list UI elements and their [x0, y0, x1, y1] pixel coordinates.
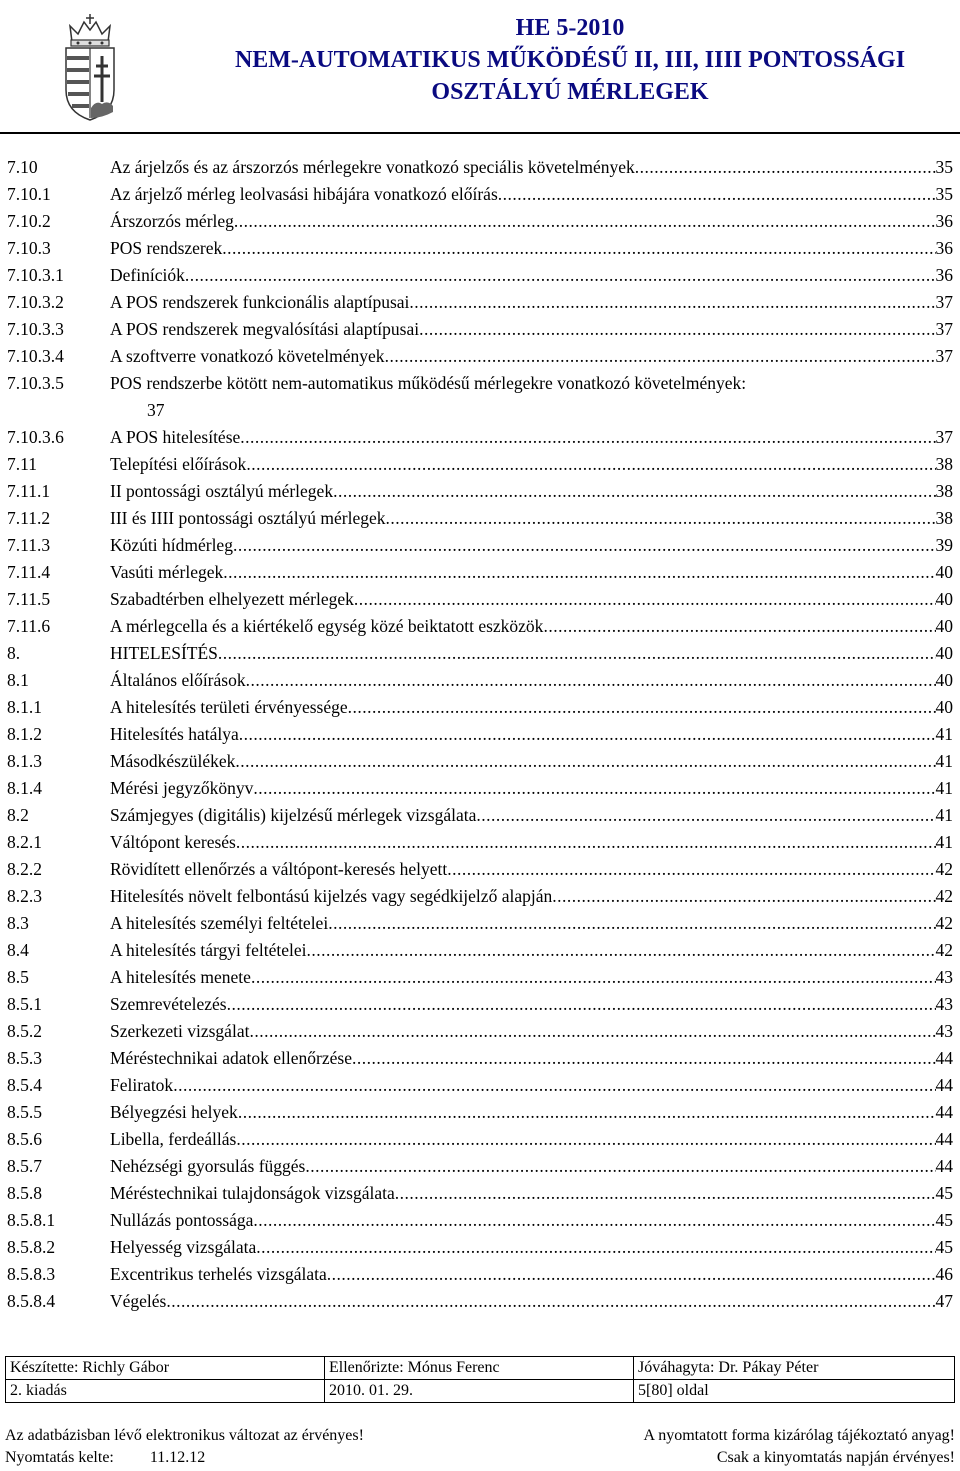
toc-entry[interactable] [7, 1018, 953, 1045]
toc-dot-leader [419, 316, 935, 343]
toc-entry-number: 8.5.3 [7, 1048, 42, 1068]
toc-entry-page: 45 [935, 1183, 953, 1203]
toc-entry-title: Az árjelzős és az árszorzós mérlegekre vonatkozó speciális követelmények [110, 157, 635, 177]
toc-entry-page: 40 [935, 670, 953, 690]
toc-entry-page: 43 [935, 967, 953, 987]
print-date-label: Nyomtatás kelte: [5, 1449, 114, 1466]
toc-entry[interactable] [7, 937, 953, 964]
toc-entry-page: 41 [935, 778, 953, 798]
toc-entry-page: 36 [935, 265, 953, 285]
toc-entry-page: 38 [935, 454, 953, 474]
toc-entry-title: A POS rendszerek funkcionális alaptípusai [110, 292, 410, 312]
toc-entry-number: 7.11.5 [7, 589, 51, 609]
toc-entry-title: Szerkezeti vizsgálat [110, 1021, 250, 1041]
toc-entry-page: 46 [935, 1264, 953, 1284]
toc-entry-page: 37 [147, 400, 165, 420]
document-info-table [5, 1356, 955, 1403]
toc-dot-leader [327, 1261, 936, 1288]
toc-entry-title: Végelés [110, 1291, 167, 1311]
toc-dot-leader [348, 694, 936, 721]
toc-dot-leader [256, 1234, 935, 1261]
toc-entry-title: Hitelesítés hatálya [110, 724, 239, 744]
toc-entry-title: A POS rendszerek megvalósítási alaptípusai [110, 319, 420, 339]
toc-entry-number: 7.10.3.3 [7, 319, 64, 339]
toc-entry-number: 8.5.8.1 [7, 1210, 56, 1230]
toc-dot-leader [246, 667, 936, 694]
toc-entry-number: 7.10.3.4 [7, 346, 64, 366]
toc-dot-leader [386, 505, 936, 532]
toc-entry[interactable] [7, 640, 953, 667]
toc-entry-title: Rövidített ellenőrzés a váltópont-keresés helyett [110, 859, 448, 879]
toc-dot-leader [333, 478, 935, 505]
toc-dot-leader [352, 1045, 936, 1072]
electronic-version-note: Az adatbázisban lévő elektronikus változat az érvényes! [5, 1427, 364, 1444]
table-of-contents [7, 154, 953, 1315]
toc-entry-number: 8.5.1 [7, 994, 42, 1014]
footer-notes [5, 1425, 955, 1469]
toc-entry-page: 41 [935, 751, 953, 771]
toc-entry-number: 8.5.6 [7, 1129, 42, 1149]
toc-dot-leader [552, 883, 935, 910]
toc-entry[interactable] [7, 235, 953, 262]
toc-entry[interactable] [7, 775, 953, 802]
toc-entry[interactable] [7, 613, 953, 640]
page-info: 5[80] oldal [634, 1380, 955, 1403]
toc-entry-continuation [7, 397, 953, 424]
printed-version-note: A nyomtatott forma kizárólag tájékoztató anyag! [643, 1427, 955, 1444]
toc-entry-number: 8.5.4 [7, 1075, 42, 1095]
toc-entry-page: 44 [935, 1102, 953, 1122]
toc-dot-leader [233, 532, 936, 559]
toc-entry-title: POS rendszerek [110, 238, 223, 258]
toc-entry-title: Definíciók [110, 265, 185, 285]
toc-entry-number: 8.5.8.3 [7, 1264, 56, 1284]
toc-entry-page: 44 [935, 1048, 953, 1068]
toc-entry-page: 41 [935, 805, 953, 825]
toc-entry-title: POS rendszerbe kötött nem-automatikus működésű mérlegekre vonatkozó követelmények: [110, 373, 747, 393]
toc-entry-title: Szemrevételezés [110, 994, 227, 1014]
title-line-2: NEM-AUTOMATIKUS MŰKÖDÉSŰ II, III, IIII PONTOSSÁGI [234, 47, 906, 73]
toc-entry-page: 37 [935, 292, 953, 312]
toc-entry-title: Másodkészülékek [110, 751, 236, 771]
toc-entry-number: 8.5 [7, 967, 29, 987]
toc-entry[interactable] [7, 370, 953, 397]
toc-entry-page: 40 [935, 616, 953, 636]
toc-dot-leader [498, 181, 936, 208]
toc-entry-page: 38 [935, 508, 953, 528]
toc-dot-leader [173, 1072, 935, 1099]
toc-entry[interactable] [7, 424, 953, 451]
toc-entry[interactable] [7, 181, 953, 208]
prepared-by: Készítette: Richly Gábor [6, 1357, 325, 1380]
toc-entry-title: II pontossági osztályú mérlegek [110, 481, 334, 501]
toc-entry-number: 7.10.3.6 [7, 427, 64, 447]
toc-entry-page: 42 [935, 940, 953, 960]
toc-entry-title: Szabadtérben elhelyezett mérlegek [110, 589, 354, 609]
toc-entry-number: 8.1.2 [7, 724, 42, 744]
toc-dot-leader [543, 613, 935, 640]
checked-by: Ellenőrizte: Mónus Ferenc [325, 1357, 634, 1380]
toc-entry-title: A POS hitelesítése [110, 427, 241, 447]
toc-dot-leader [235, 748, 935, 775]
toc-entry-page: 41 [935, 832, 953, 852]
toc-entry[interactable] [7, 910, 953, 937]
toc-entry-number: 7.10.3.5 [7, 373, 64, 393]
hungarian-coat-of-arms-icon [58, 12, 122, 124]
toc-entry[interactable] [7, 289, 953, 316]
toc-entry[interactable] [7, 1072, 953, 1099]
toc-dot-leader [238, 1099, 936, 1126]
toc-entry[interactable] [7, 667, 953, 694]
toc-entry-number: 8.1.4 [7, 778, 42, 798]
print-date-value: 11.12.12 [149, 1449, 206, 1466]
approved-by: Jóváhagyta: Dr. Pákay Péter [634, 1357, 955, 1380]
toc-entry[interactable] [7, 694, 953, 721]
toc-entry-title: Vasúti mérlegek [110, 562, 224, 582]
toc-dot-leader [635, 154, 936, 181]
toc-dot-leader [239, 721, 936, 748]
toc-entry-number: 7.11.3 [7, 535, 51, 555]
toc-dot-leader [447, 856, 935, 883]
toc-dot-leader [307, 937, 936, 964]
toc-entry-title: A szoftverre vonatkozó követelmények [110, 346, 385, 366]
toc-dot-leader [476, 802, 935, 829]
toc-entry[interactable] [7, 262, 953, 289]
toc-entry-number: 7.10 [7, 157, 38, 177]
toc-entry-title: Bélyegzési helyek [110, 1102, 238, 1122]
toc-entry-number: 8.2.3 [7, 886, 42, 906]
toc-entry[interactable] [7, 1261, 953, 1288]
toc-entry-title: Excentrikus terhelés vizsgálata [110, 1264, 327, 1284]
toc-entry[interactable] [7, 748, 953, 775]
toc-entry[interactable] [7, 991, 953, 1018]
toc-entry-number: 8.5.8 [7, 1183, 42, 1203]
title-line-1: HE 5-2010 [515, 15, 625, 41]
toc-entry-number: 8.1 [7, 670, 29, 690]
toc-dot-leader [253, 1207, 935, 1234]
toc-entry-page: 37 [935, 427, 953, 447]
toc-entry-number: 8.3 [7, 913, 29, 933]
toc-entry-title: Mérési jegyzőkönyv [110, 778, 254, 798]
toc-entry[interactable] [7, 451, 953, 478]
toc-entry-number: 8.5.8.2 [7, 1237, 56, 1257]
edition: 2. kiadás [6, 1380, 325, 1403]
toc-dot-leader [395, 1180, 936, 1207]
toc-entry-page: 36 [935, 238, 953, 258]
title-line-3: OSZTÁLYÚ MÉRLEGEK [431, 79, 709, 105]
toc-entry-page: 42 [935, 859, 953, 879]
toc-entry[interactable] [7, 154, 953, 181]
toc-entry-number: 8. [7, 643, 21, 663]
toc-entry-page: 38 [935, 481, 953, 501]
toc-entry-title: HITELESÍTÉS [110, 643, 218, 663]
toc-entry-number: 8.1.1 [7, 697, 42, 717]
toc-entry-page: 41 [935, 724, 953, 744]
toc-entry[interactable] [7, 586, 953, 613]
toc-entry-title: Nullázás pontossága [110, 1210, 254, 1230]
toc-dot-leader [218, 640, 936, 667]
toc-entry-number: 7.11.4 [7, 562, 51, 582]
toc-entry-page: 36 [935, 211, 953, 231]
toc-dot-leader [305, 1153, 935, 1180]
toc-entry-page: 40 [935, 643, 953, 663]
toc-entry-number: 8.1.3 [7, 751, 42, 771]
toc-entry-page: 44 [935, 1075, 953, 1095]
toc-dot-leader [185, 262, 936, 289]
toc-dot-leader [236, 829, 936, 856]
toc-entry-title: A hitelesítés tárgyi feltételei [110, 940, 307, 960]
toc-entry-page: 43 [935, 1021, 953, 1041]
toc-dot-leader [223, 559, 935, 586]
toc-dot-leader [354, 586, 936, 613]
toc-entry[interactable] [7, 883, 953, 910]
toc-entry-page: 43 [935, 994, 953, 1014]
toc-entry-number: 7.10.1 [7, 184, 51, 204]
toc-entry[interactable] [7, 1099, 953, 1126]
toc-entry-title: Nehézségi gyorsulás függés [110, 1156, 306, 1176]
toc-entry[interactable] [7, 316, 953, 343]
toc-entry[interactable] [7, 1045, 953, 1072]
toc-entry[interactable] [7, 1126, 953, 1153]
toc-entry[interactable] [7, 721, 953, 748]
toc-entry[interactable] [7, 532, 953, 559]
toc-entry-number: 8.5.8.4 [7, 1291, 56, 1311]
toc-entry-title: A hitelesítés személyi feltételei [110, 913, 329, 933]
toc-entry-page: 44 [935, 1129, 953, 1149]
toc-dot-leader [166, 1288, 935, 1315]
toc-entry[interactable] [7, 1207, 953, 1234]
toc-entry[interactable] [7, 1234, 953, 1261]
toc-entry-number: 8.2.1 [7, 832, 42, 852]
toc-entry-number: 7.11.6 [7, 616, 51, 636]
toc-entry-title: Váltópont keresés [110, 832, 236, 852]
toc-dot-leader [236, 1126, 935, 1153]
toc-entry[interactable] [7, 1153, 953, 1180]
toc-entry-number: 7.10.3.1 [7, 265, 64, 285]
toc-entry-title: Méréstechnikai adatok ellenőrzése [110, 1048, 352, 1068]
page-header [0, 0, 960, 132]
issue-date: 2010. 01. 29. [325, 1380, 634, 1403]
toc-entry[interactable] [7, 964, 953, 991]
toc-entry-page: 35 [935, 184, 953, 204]
toc-entry-number: 8.5.2 [7, 1021, 42, 1041]
toc-entry-title: Feliratok [110, 1075, 174, 1095]
toc-dot-leader [234, 208, 936, 235]
toc-entry-page: 42 [935, 913, 953, 933]
toc-entry-number: 8.2.2 [7, 859, 42, 879]
toc-entry-title: Az árjelző mérleg leolvasási hibájára vonatkozó előírás [110, 184, 498, 204]
toc-entry-title: Árszorzós mérleg [110, 211, 234, 231]
toc-entry-number: 8.5.7 [7, 1156, 42, 1176]
toc-entry[interactable] [7, 478, 953, 505]
toc-entry-title: Méréstechnikai tulajdonságok vizsgálata [110, 1183, 395, 1203]
toc-dot-leader [409, 289, 935, 316]
toc-entry-number: 8.2 [7, 805, 29, 825]
toc-entry[interactable] [7, 343, 953, 370]
toc-entry-title: III és IIII pontossági osztályú mérlegek [110, 508, 386, 528]
toc-entry[interactable] [7, 505, 953, 532]
toc-entry[interactable] [7, 1180, 953, 1207]
toc-entry-title: Telepítési előírások [110, 454, 247, 474]
header-divider [0, 132, 960, 134]
toc-entry-number: 7.11.2 [7, 508, 51, 528]
toc-entry-page: 39 [935, 535, 953, 555]
toc-entry-title: Hitelesítés növelt felbontású kijelzés vagy segédkijelző alapján [110, 886, 553, 906]
toc-entry-title: Libella, ferdeállás [110, 1129, 237, 1149]
toc-entry-number: 7.11 [7, 454, 37, 474]
toc-dot-leader [249, 1018, 935, 1045]
toc-dot-leader [385, 343, 936, 370]
toc-entry[interactable] [7, 856, 953, 883]
toc-entry-page: 40 [935, 697, 953, 717]
toc-entry-page: 40 [935, 589, 953, 609]
toc-entry-page: 40 [935, 562, 953, 582]
toc-entry-page: 37 [935, 319, 953, 339]
toc-entry-title: Általános előírások [110, 670, 246, 690]
toc-dot-leader [328, 910, 935, 937]
toc-entry-page: 37 [935, 346, 953, 366]
toc-entry[interactable] [7, 802, 953, 829]
toc-entry-page: 42 [935, 886, 953, 906]
toc-entry-page: 45 [935, 1210, 953, 1230]
toc-entry[interactable] [7, 1288, 953, 1315]
toc-entry-number: 7.10.2 [7, 211, 51, 231]
validity-note: Csak a kinyomtatás napján érvényes! [716, 1449, 955, 1466]
toc-dot-leader [227, 991, 936, 1018]
toc-entry-number: 8.4 [7, 940, 29, 960]
toc-entry-title: Számjegyes (digitális) kijelzésű mérlegek vizsgálata [110, 805, 477, 825]
toc-dot-leader [253, 775, 935, 802]
document-title [180, 12, 960, 108]
toc-dot-leader [246, 451, 935, 478]
toc-entry-page: 47 [935, 1291, 953, 1311]
toc-entry-number: 7.10.3 [7, 238, 51, 258]
toc-entry[interactable] [7, 559, 953, 586]
toc-dot-leader [251, 964, 936, 991]
toc-entry-number: 8.5.5 [7, 1102, 42, 1122]
toc-dot-leader [222, 235, 935, 262]
print-date [5, 1447, 205, 1469]
toc-entry-title: A mérlegcella és a kiértékelő egység közé beiktatott eszközök [110, 616, 544, 636]
toc-entry-title: Közúti hídmérleg [110, 535, 233, 555]
toc-entry-page: 44 [935, 1156, 953, 1176]
toc-entry-number: 7.10.3.2 [7, 292, 64, 312]
toc-entry[interactable] [7, 208, 953, 235]
toc-entry-page: 35 [935, 157, 953, 177]
toc-entry-title: Helyesség vizsgálata [110, 1237, 257, 1257]
toc-entry-number: 7.11.1 [7, 481, 51, 501]
toc-dot-leader [240, 424, 935, 451]
toc-entry-page: 45 [935, 1237, 953, 1257]
toc-entry[interactable] [7, 829, 953, 856]
toc-entry-title: A hitelesítés területi érvényessége [110, 697, 348, 717]
toc-entry-title: A hitelesítés menete [110, 967, 251, 987]
